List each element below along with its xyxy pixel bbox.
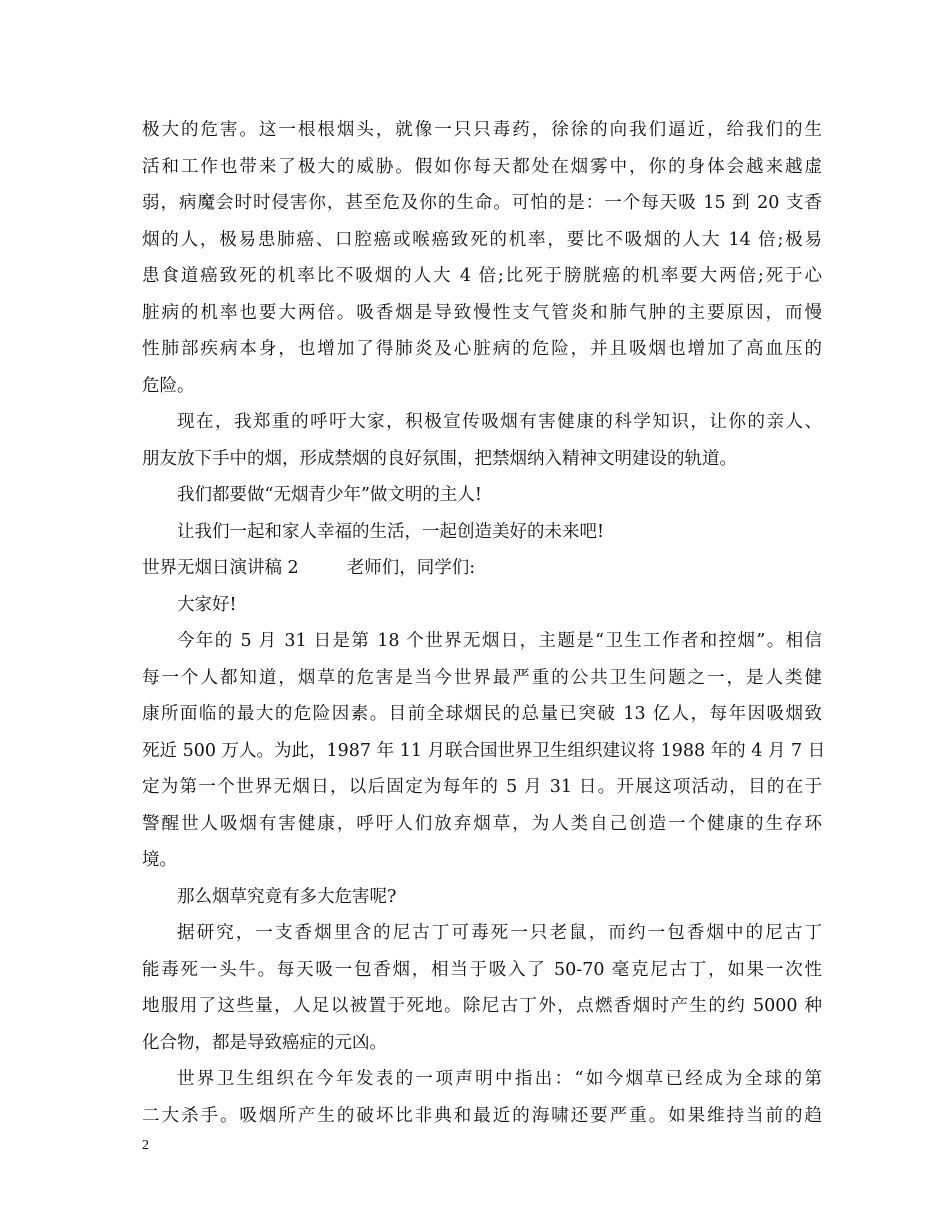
text-line: 据研究，一支香烟里含的尼古丁可毒死一只老鼠，而约一包香烟中的尼古丁 [177, 923, 822, 943]
text-line: 脏病的机率也要大两倍。吸香烟是导致慢性支气管炎和肺气肿的主要原因，而慢 [142, 302, 822, 323]
text-line: 每一个人都知道，烟草的危害是当今世界最严重的公共卫生问题之一，是人类健 [142, 667, 822, 688]
text-line: 世界卫生组织在今年发表的一项声明中指出：“如今烟草已经成为全球的第 [177, 1069, 822, 1089]
text-line: 性肺部疾病本身，也增加了得肺炎及心脏病的危险，并且吸烟也增加了高血压的 [142, 339, 822, 359]
paragraph-8 [142, 1061, 822, 1134]
text-line: 定为第一个世界无烟日，以后固定为每年的 5 月 31 日。开展这项活动，目的在于 [142, 777, 822, 797]
text-line: 化合物，都是导致癌症的元凶。 [142, 1032, 387, 1053]
paragraph-1 [142, 112, 822, 404]
text-line: 境。 [142, 850, 177, 870]
text-line: 烟的人，极易患肺癌、口腔癌或喉癌致死的机率，要比不吸烟的人大 14 倍;极易 [142, 229, 822, 250]
section-heading [142, 550, 822, 587]
text-line: 患食道癌致死的机率比不吸烟的人大 4 倍;比死于膀胱癌的机率要大两倍;死于心 [142, 266, 822, 286]
paragraph-6: 那么烟草究竟有多大危害呢? [177, 886, 397, 907]
paragraph-7 [142, 915, 822, 1061]
text-line: 现在，我郑重的呼吁大家，积极宣传吸烟有害健康的科学知识，让你的亲人、 [177, 412, 822, 432]
text-line: 活和工作也带来了极大的威胁。假如你每天都处在烟雾中，你的身体会越来越虚 [142, 156, 822, 177]
paragraph-2 [142, 404, 822, 477]
greeting: 大家好! [177, 594, 237, 615]
section-title: 世界无烟日演讲稿 2 [142, 558, 299, 578]
paragraph-5 [142, 623, 826, 879]
document-body [142, 112, 826, 1134]
text-line: 弱，病魔会时时侵害你，甚至危及你的生命。可怕的是：一个每天吸 15 到 20 支香 [142, 193, 822, 213]
paragraph-3: 我们都要做“无烟青少年”做文明的主人! [177, 485, 482, 505]
text-line: 警醒世人吸烟有害健康，呼吁人们放弃烟草，为人类自己创造一个健康的生存环 [142, 813, 822, 834]
text-line: 二大杀手。吸烟所产生的破坏比非典和最近的海啸还要严重。如果维持当前的趋 [142, 1105, 822, 1126]
text-line: 今年的 5 月 31 日是第 18 个世界无烟日，主题是“卫生工作者和控烟”。相信 [177, 631, 822, 651]
paragraph-4: 让我们一起和家人幸福的生活，一起创造美好的未来吧! [177, 521, 605, 542]
text-line: 危险。 [142, 375, 195, 396]
salutation: 老师们，同学们: [346, 558, 476, 578]
text-line: 朋友放下手中的烟，形成禁烟的良好氛围，把禁烟纳入精神文明建设的轨道。 [142, 448, 737, 469]
text-line: 地服用了这些量，人足以被置于死地。除尼古丁外，点燃香烟时产生的约 5000 种 [142, 996, 822, 1016]
text-line: 死近 500 万人。为此，1987 年 11 月联合国世界卫生组织建议将 1988 年的 4 月 7 日 [142, 740, 826, 761]
page-number: 2 [142, 1138, 149, 1153]
text-line: 极大的危害。这一根根烟头，就像一只只毒药，徐徐的向我们逼近，给我们的生 [142, 120, 822, 140]
text-line: 能毒死一头牛。每天吸一包香烟，相当于吸入了 50-70 毫克尼古丁，如果一次性 [142, 959, 822, 980]
text-line: 康所面临的最大的危险因素。目前全球烟民的总量已突破 13 亿人，每年因吸烟致 [142, 704, 822, 724]
